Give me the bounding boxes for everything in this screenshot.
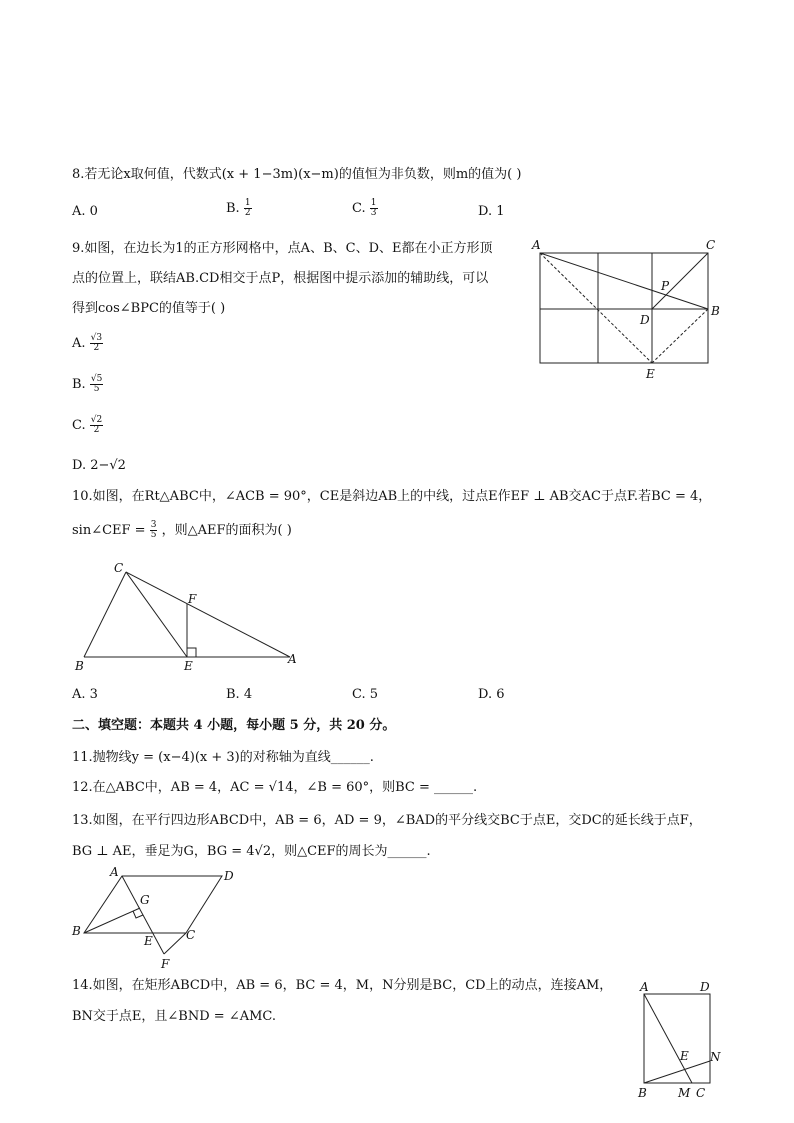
- q10-stem-line-2: [72, 521, 292, 540]
- q8-stem: 8.若无论x取何值，代数式(x + 1−3m)(x−m)的值恒为非负数，则m的值为( ): [72, 167, 522, 182]
- q9-option-a-fraction: [90, 334, 103, 353]
- q14-stem-line-1: 14.如图，在矩形ABCD中，AB = 6，BC = 4，M，N分别是BC，CD上的动点，连接AM，: [72, 978, 613, 993]
- q9-option-a-prefix: A.: [72, 336, 86, 351]
- fraction-denominator: 5: [150, 530, 157, 540]
- point-label-f: F: [161, 957, 170, 971]
- segment-cf: [164, 933, 186, 954]
- point-label-e: E: [144, 934, 153, 948]
- q9-grid-figure: [528, 236, 728, 384]
- q11-stem: 11.抛物线y = (x−4)(x + 3)的对称轴为直线______.: [72, 750, 374, 765]
- q9-stem-line-2: 点的位置上，联结AB.CD相交于点P，根据图中提示添加的辅助线，可以: [72, 271, 489, 286]
- q13-parallelogram-figure: [70, 864, 250, 974]
- q8-option-c-fraction: [370, 199, 378, 218]
- q9-option-c: [72, 416, 103, 435]
- point-label-d: D: [640, 313, 650, 327]
- q8-option-a: A. 0: [72, 204, 98, 219]
- q10-option-a: A. 3: [72, 687, 98, 702]
- q8-option-b-fraction: [244, 199, 252, 218]
- q13-stem-line-2: BG ⊥ AE，垂足为G，BG = 4√2，则△CEF的周长为______.: [72, 844, 431, 859]
- point-label-b: B: [72, 924, 81, 938]
- auxiliary-line-ae: [540, 253, 652, 363]
- right-angle-mark: [187, 648, 196, 657]
- segment-cb: [84, 572, 126, 657]
- point-label-b: B: [711, 304, 720, 318]
- fraction-numerator: √5: [90, 374, 103, 384]
- q9-option-d: D. 2−√2: [72, 458, 126, 473]
- q9-stem-line-1: 9.如图，在边长为1的正方形网格中，点A、B、C、D、E都在小正方形顶: [72, 241, 493, 256]
- q8-option-b: [226, 199, 252, 218]
- q14-stem-line-2: BN交于点E，且∠BND = ∠AMC.: [72, 1009, 277, 1024]
- point-label-e: E: [680, 1049, 689, 1063]
- fraction-numerator: √2: [90, 415, 103, 425]
- point-label-p: P: [661, 279, 670, 293]
- point-label-e: E: [184, 659, 193, 673]
- auxiliary-line-be: [652, 309, 708, 363]
- q10-triangle-figure: [72, 558, 312, 678]
- q10-sin-fraction: [150, 521, 158, 540]
- q10-stem-line-2-prefix: sin∠CEF =: [72, 523, 146, 538]
- point-label-g: G: [140, 893, 150, 907]
- point-label-a: A: [640, 980, 649, 994]
- parallelogram-abcd: [84, 876, 222, 933]
- q9-stem-line-3: 得到cos∠BPC的值等于( ): [72, 301, 226, 316]
- point-label-n: N: [710, 1050, 721, 1064]
- q9-option-b: [72, 375, 103, 394]
- q9-option-c-fraction: [90, 416, 103, 435]
- point-label-d: D: [700, 980, 710, 994]
- q10-option-c: C. 5: [352, 687, 379, 702]
- q8-option-b-prefix: B.: [226, 201, 240, 216]
- fraction-denominator: 2: [93, 343, 100, 353]
- fraction-numerator: 3: [150, 520, 157, 530]
- q10-option-b: B. 4: [226, 687, 253, 702]
- q10-stem-line-1: 10.如图，在Rt△ABC中，∠ACB = 90°，CE是斜边AB上的中线，过点E作EF ⊥ AB交AC于点F.若BC = 4，: [72, 489, 712, 504]
- fraction-numerator: 1: [370, 198, 377, 208]
- fraction-numerator: √3: [90, 333, 103, 343]
- segment-ce: [126, 572, 187, 657]
- q8-option-c-prefix: C.: [352, 201, 366, 216]
- point-label-c: C: [696, 1086, 706, 1100]
- fraction-denominator: 5: [93, 384, 100, 394]
- point-label-d: D: [224, 869, 234, 883]
- point-label-e: E: [646, 367, 655, 381]
- fraction-denominator: 2: [93, 425, 100, 435]
- q9-option-b-fraction: [90, 375, 103, 394]
- grid-border: [540, 253, 708, 363]
- segment-ca: [126, 572, 290, 657]
- q8-option-d: D. 1: [478, 204, 505, 219]
- point-label-c: C: [706, 238, 716, 252]
- section-heading-fill-in: 二、填空题：本题共 4 小题，每小题 5 分，共 20 分。: [72, 718, 396, 733]
- fraction-denominator: 2: [244, 208, 251, 218]
- point-label-c: C: [186, 928, 196, 942]
- q14-rectangle-figure: [634, 978, 734, 1102]
- q9-option-b-prefix: B.: [72, 377, 86, 392]
- fraction-numerator: 1: [244, 198, 251, 208]
- q9-option-c-prefix: C.: [72, 418, 86, 433]
- q10-option-d: D. 6: [478, 687, 505, 702]
- rectangle-abcd: [644, 994, 710, 1083]
- point-label-a: A: [288, 652, 297, 666]
- q10-stem-line-2-suffix: ，则△AEF的面积为( ): [161, 523, 292, 538]
- q8-option-c: [352, 199, 378, 218]
- point-label-b: B: [75, 659, 84, 673]
- point-label-a: A: [532, 238, 541, 252]
- q9-option-a: [72, 334, 103, 353]
- point-label-a: A: [110, 865, 119, 879]
- point-label-c: C: [114, 561, 124, 575]
- q13-stem-line-1: 13.如图，在平行四边形ABCD中，AB = 6，AD = 9，∠BAD的平分线交BC于点E，交DC的延长线于点F，: [72, 813, 702, 828]
- point-label-b: B: [638, 1086, 647, 1100]
- point-label-m: M: [678, 1086, 691, 1100]
- segment-bn: [644, 1061, 710, 1083]
- fraction-denominator: 3: [370, 208, 377, 218]
- segment-ab: [540, 253, 708, 309]
- q12-stem: 12.在△ABC中，AB = 4，AC = √14，∠B = 60°，则BC = ______.: [72, 780, 478, 795]
- point-label-f: F: [188, 592, 197, 606]
